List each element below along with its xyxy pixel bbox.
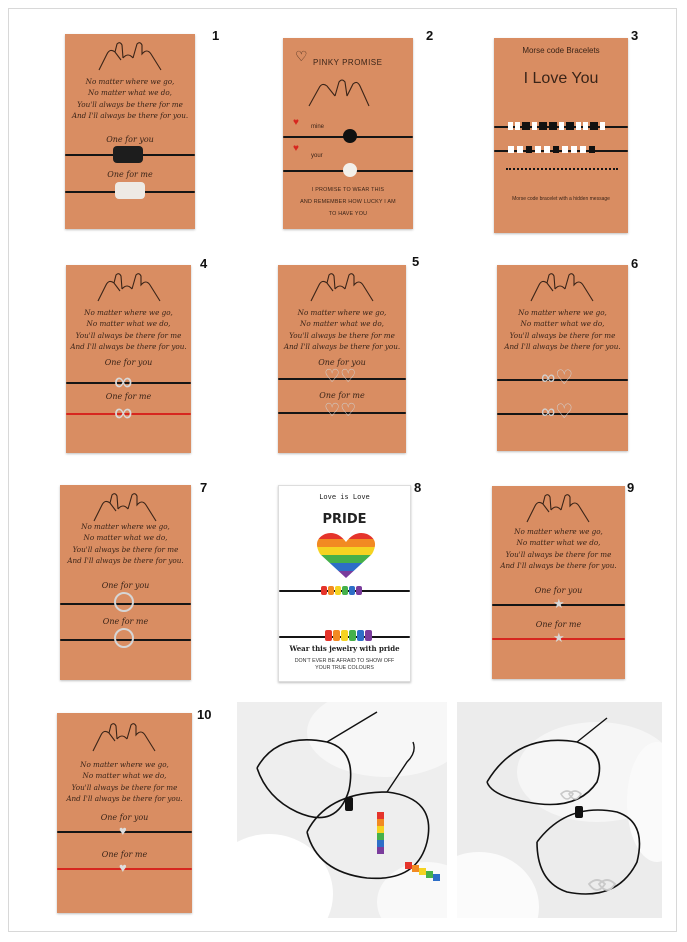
tag-one-for-you: One for you bbox=[318, 358, 366, 367]
pinky-hands-icon bbox=[305, 74, 385, 108]
card-5 bbox=[278, 265, 406, 453]
poem: No matter where we go, No matter what we do, You'll always be there for me And I'll always be there for you. bbox=[67, 522, 184, 565]
rainbow-beads-top bbox=[321, 586, 362, 595]
photo-heart-bracelets bbox=[457, 702, 662, 918]
infinity-heart-charm-icon: ∞♡ bbox=[541, 401, 574, 423]
tag-one-for-you: One for you bbox=[106, 135, 154, 144]
card-2 bbox=[283, 38, 413, 229]
poem: No matter where we go, No matter what we do, You'll always be there for me And I'll always be there for you. bbox=[70, 308, 187, 351]
tag-one-for-me: One for me bbox=[105, 392, 152, 401]
double-heart-charm-icon: ♡♡ bbox=[324, 366, 357, 386]
red-heart-icon: ♥ bbox=[293, 117, 299, 128]
morse-beads-2 bbox=[508, 146, 595, 153]
heart-charm-icon: ♥ bbox=[119, 823, 127, 838]
rainbow-heart-icon bbox=[315, 530, 377, 580]
white-bead bbox=[343, 163, 357, 177]
promise-text: I PROMISE TO WEAR THIS AND REMEMBER HOW LUCKY I AM TO HAVE YOU bbox=[300, 187, 396, 217]
tag-one-for-you: One for you bbox=[101, 581, 150, 590]
label-mine: mine bbox=[311, 124, 325, 130]
pinky-hands-icon bbox=[527, 271, 597, 303]
tag-one-for-you: One for you bbox=[534, 586, 583, 595]
heart-charm-icon: ♥ bbox=[119, 860, 127, 875]
infinity-charm-icon: ∞ bbox=[114, 397, 133, 427]
card-footer: DON'T EVER BE AFRAID TO SHOW OFF YOUR TRUE COLOURS bbox=[294, 658, 395, 671]
card-number-3: 3 bbox=[631, 28, 639, 43]
heart-outline-icon: ♡ bbox=[295, 48, 308, 64]
rainbow-bracelet-photo bbox=[237, 702, 447, 918]
card-1 bbox=[65, 34, 195, 229]
lava-stone-bead bbox=[113, 146, 143, 163]
card-9 bbox=[492, 486, 625, 679]
card-footer: Morse code bracelet with a hidden message bbox=[512, 196, 610, 202]
tag-one-for-me: One for me bbox=[319, 391, 365, 400]
poem: No matter where we go, No matter what we do, You'll always be there for me And I'll always be there for you. bbox=[500, 527, 617, 570]
tag-one-for-me: One for me bbox=[101, 850, 148, 859]
tag-one-for-you: One for you bbox=[104, 358, 153, 367]
card-10 bbox=[57, 713, 192, 913]
white-stone-bead bbox=[115, 182, 145, 199]
card-4 bbox=[66, 265, 191, 453]
card-message: I Love You bbox=[523, 70, 599, 87]
card-number-9: 9 bbox=[627, 480, 635, 495]
card-header: Love is Love bbox=[319, 493, 370, 501]
tag-one-for-you: One for you bbox=[100, 813, 149, 822]
black-bead bbox=[343, 129, 357, 143]
rainbow-beads-bottom bbox=[325, 630, 372, 641]
circle-charm-icon bbox=[114, 592, 134, 612]
pinky-hands-icon bbox=[94, 271, 164, 303]
morse-dots bbox=[506, 168, 618, 170]
card-6 bbox=[497, 265, 628, 451]
card-7 bbox=[60, 485, 191, 680]
card-3 bbox=[494, 38, 628, 233]
poem: No matter where we go, No matter what we do, You'll always be there for me And I'll always be there for you. bbox=[504, 308, 621, 351]
heart-bracelet-photo bbox=[457, 702, 662, 918]
card-title: Morse code Bracelets bbox=[522, 46, 600, 55]
card-number-2: 2 bbox=[426, 28, 434, 43]
morse-beads-1 bbox=[508, 122, 605, 130]
label-your: your bbox=[311, 153, 323, 159]
card-number-6: 6 bbox=[631, 256, 639, 271]
pinky-hands-icon bbox=[307, 271, 377, 303]
card-number-1: 1 bbox=[212, 28, 220, 43]
infinity-heart-charm-icon: ∞♡ bbox=[541, 367, 574, 389]
circle-charm-icon bbox=[114, 628, 134, 648]
double-heart-charm-icon: ♡♡ bbox=[324, 400, 357, 420]
poem: No matter where we go, No matter what we do, You'll always be there for me And I'll always be there for you. bbox=[66, 760, 183, 803]
pinky-hands-icon bbox=[95, 40, 165, 72]
poem: No matter where we go, No matter what we do, You'll always be there for me And I'll always be there for you. bbox=[283, 308, 401, 351]
pinky-hands-icon bbox=[90, 491, 160, 523]
card-number-4: 4 bbox=[200, 256, 208, 271]
tag-one-for-me: One for me bbox=[102, 617, 149, 626]
card-number-8: 8 bbox=[414, 480, 422, 495]
pinky-hands-icon bbox=[523, 492, 593, 524]
card-number-5: 5 bbox=[412, 254, 420, 269]
infinity-charm-icon: ∞ bbox=[114, 366, 133, 396]
pinky-hands-icon bbox=[89, 721, 159, 753]
card-number-7: 7 bbox=[200, 480, 208, 495]
card-number-10: 10 bbox=[197, 707, 212, 722]
star-charm-icon: ★ bbox=[553, 630, 565, 645]
tag-one-for-me: One for me bbox=[107, 170, 153, 179]
star-charm-icon: ★ bbox=[553, 596, 565, 611]
wear-text: Wear this jewelry with pride bbox=[289, 644, 400, 653]
red-heart-icon: ♥ bbox=[293, 143, 299, 154]
card-title: PRIDE bbox=[322, 512, 367, 527]
card-title: PINKY PROMISE bbox=[313, 58, 383, 67]
poem: No matter where we go, No matter what we do, You'll always be there for me And I'll always be there for you. bbox=[71, 77, 189, 120]
card-8 bbox=[278, 485, 411, 682]
tag-one-for-me: One for me bbox=[535, 620, 582, 629]
photo-rainbow-bracelets bbox=[237, 702, 447, 918]
